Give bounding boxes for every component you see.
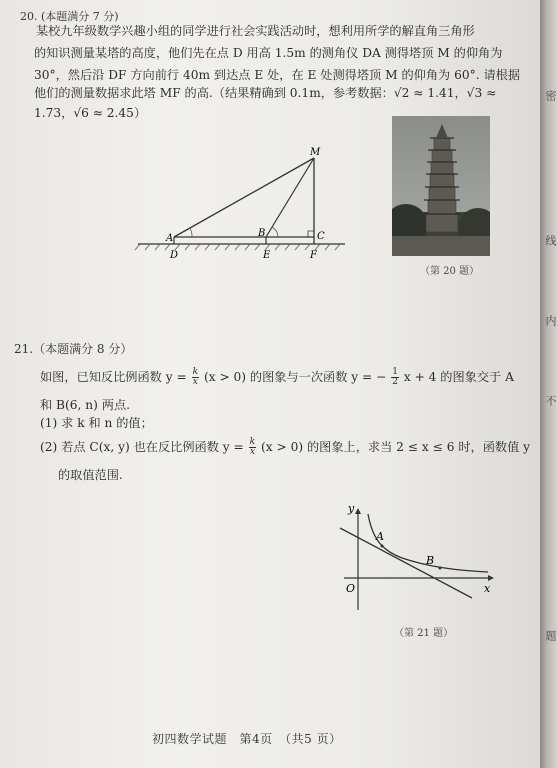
q21-text-line-2: 和 B(6, n) 两点. bbox=[40, 398, 131, 412]
label-M: M bbox=[310, 147, 321, 158]
q21-figure bbox=[330, 506, 500, 616]
q21-l4-part-a: (2) 若点 C(x, y) 也在反比例函数 y = bbox=[40, 440, 244, 454]
fraction-numerator: k bbox=[249, 437, 256, 447]
fraction-numerator: k bbox=[192, 367, 199, 377]
pagoda-photo bbox=[392, 116, 490, 256]
edge-mark-2: 线 bbox=[544, 235, 557, 246]
edge-mark-5: 题 bbox=[544, 630, 557, 641]
label-E: E bbox=[263, 250, 271, 261]
edge-mark-4: 不 bbox=[544, 395, 557, 406]
q21-text-line-5: 的取值范围. bbox=[58, 468, 123, 482]
label-F: F bbox=[310, 250, 317, 261]
line-BM bbox=[266, 158, 314, 237]
label-B: B bbox=[426, 554, 435, 567]
angle-60-arc bbox=[272, 227, 278, 237]
label-D: D bbox=[170, 250, 179, 261]
binding-edge bbox=[540, 0, 558, 768]
label-x: x bbox=[484, 582, 491, 595]
fraction-one-half bbox=[391, 368, 399, 387]
q20-text-line-2: 的知识测量某塔的高度，他们先在点 D 用高 1.5m 的测角仪 DA 测得塔顶 M 的仰角为 bbox=[34, 46, 503, 60]
q21-text-line-1 bbox=[40, 368, 514, 387]
q20-text-line-5: 1.73，√6 ≈ 2.45） bbox=[34, 106, 147, 120]
q20-text-line-3: 30°，然后沿 DF 方向前行 40m 到达点 E 处，在 E 处测得塔顶 M 的仰角为 60°. 请根据 bbox=[34, 68, 521, 82]
fraction-numerator: 1 bbox=[392, 367, 398, 377]
q20-text-line-4: 他们的测量数据求此塔 MF 的高.（结果精确到 0.1m，参考数据：√2 ≈ 1.41，√3 ≈ bbox=[34, 86, 497, 100]
linear-function-line bbox=[340, 528, 472, 598]
label-y: y bbox=[348, 506, 355, 515]
angle-30-arc bbox=[190, 228, 192, 237]
x-axis-arrow bbox=[488, 575, 494, 581]
fraction-k-over-x-2 bbox=[249, 438, 256, 457]
y-axis-arrow bbox=[355, 508, 361, 514]
q20-figure-caption: （第 20 题） bbox=[420, 266, 480, 277]
q21-part-2 bbox=[40, 438, 530, 457]
q21-heading: 21.（本题满分 8 分） bbox=[14, 342, 133, 356]
fraction-k-over-x bbox=[192, 368, 199, 387]
q21-l4-part-b: (x > 0) 的图象上，求当 2 ≤ x ≤ 6 时，函数值 y bbox=[260, 440, 531, 454]
line-AM bbox=[174, 158, 314, 237]
q20-heading: 20. (本题满分 7 分) bbox=[20, 10, 119, 23]
label-A: A bbox=[376, 530, 384, 543]
fraction-denominator: 2 bbox=[392, 377, 398, 387]
right-angle-mark bbox=[308, 231, 314, 237]
q21-l1-part-a: 如图，已知反比例函数 y = bbox=[40, 370, 187, 384]
label-A: A bbox=[166, 233, 174, 244]
q20-figure bbox=[130, 140, 360, 270]
point-B bbox=[439, 567, 442, 570]
fraction-denominator: x bbox=[192, 377, 198, 387]
label-O: O bbox=[346, 582, 356, 595]
edge-mark-1: 密 bbox=[544, 90, 557, 101]
page-footer: 初四数学试题 第4页 （共5 页） bbox=[152, 732, 342, 746]
point-A bbox=[381, 545, 384, 548]
q21-l1-part-c: x + 4 的图象交于 A bbox=[403, 370, 514, 384]
q21-figure-caption: （第 21 题） bbox=[394, 628, 454, 639]
q21-l1-part-b: (x > 0) 的图象与一次函数 y = − bbox=[203, 370, 387, 384]
label-B: B bbox=[258, 228, 266, 239]
q21-part-1: (1) 求 k 和 n 的值； bbox=[40, 416, 153, 430]
label-C: C bbox=[317, 231, 325, 242]
fraction-denominator: x bbox=[249, 447, 255, 457]
q20-text-line-1: 某校九年级数学兴趣小组的同学进行社会实践活动时，想利用所学的解直角三角形 bbox=[36, 24, 475, 38]
edge-mark-3: 内 bbox=[544, 315, 557, 326]
